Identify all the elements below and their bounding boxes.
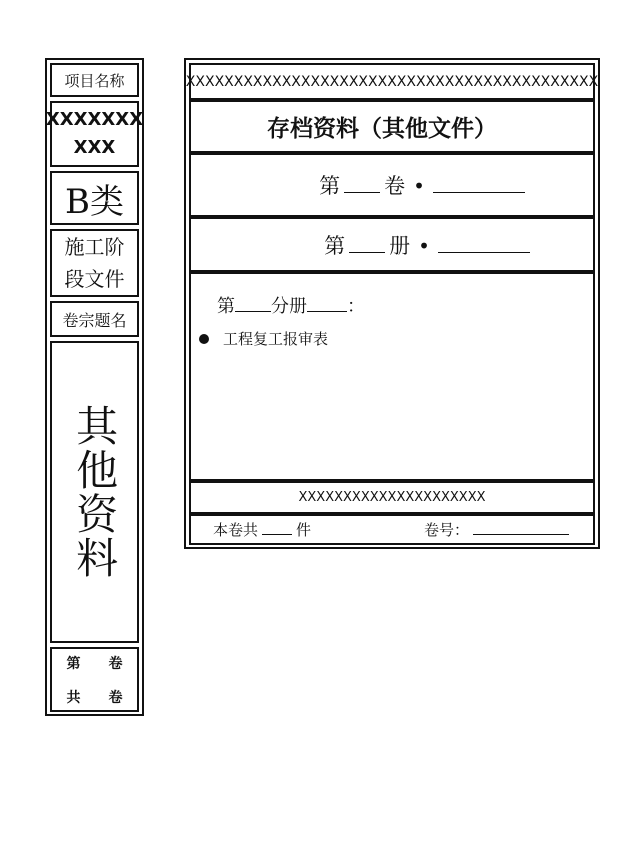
subvolume-line <box>217 292 365 318</box>
subvolume-label: 分册 <box>271 296 307 317</box>
volume-total-right: 卷 <box>108 689 123 706</box>
volume-dot: • <box>413 174 425 198</box>
volume-number-right: 卷 <box>108 655 123 672</box>
item-count-prefix: 本卷共 <box>213 521 259 539</box>
volume-suffix: 卷 <box>384 174 406 198</box>
cover-footer-code-text: XXXXXXXXXXXXXXXXXXXXX <box>298 490 486 505</box>
archive-cover <box>184 58 600 549</box>
category-text: B类 <box>65 181 124 222</box>
volume-number-blank <box>344 171 380 193</box>
volume-name-blank <box>433 171 525 193</box>
project-name-label <box>50 63 139 97</box>
volume-number-field <box>424 519 569 540</box>
volume-number-left: 第 <box>66 655 81 672</box>
volume-number-row <box>67 653 123 673</box>
cover-contents <box>189 272 595 481</box>
subvolume-prefix: 第 <box>217 296 235 317</box>
category-cell <box>50 171 139 225</box>
volume-title-cell <box>50 341 139 643</box>
project-code-line1: XXXXXXX <box>45 109 144 131</box>
project-code-cell <box>45 101 144 167</box>
volume-total-left: 共 <box>66 689 81 706</box>
volume-total-row <box>67 687 123 707</box>
subvolume-number-blank <box>235 293 271 312</box>
subvolume-colon: ： <box>347 296 365 317</box>
list-item <box>199 328 328 349</box>
volume-title-label-text: 卷宗题名 <box>62 310 127 330</box>
subvolume-name-blank <box>307 293 347 312</box>
bullet-icon <box>199 334 209 344</box>
volume-count-cell <box>50 647 139 712</box>
item-count-blank <box>262 519 292 535</box>
cover-volume-row <box>189 153 595 217</box>
cover-footer-code <box>189 481 595 514</box>
volume-number-label: 卷号： <box>423 521 469 539</box>
stage-line2: 段文件 <box>64 267 125 291</box>
stage-line1: 施工阶 <box>64 235 125 259</box>
project-code-line2: XXX <box>73 137 116 158</box>
item-count <box>213 519 311 540</box>
cover-title-text: 存档资料（其他文件） <box>267 116 497 142</box>
list-item-text: 工程复工报审表 <box>223 330 329 348</box>
book-prefix: 第 <box>324 233 346 258</box>
book-suffix: 册 <box>389 233 411 258</box>
archive-spine <box>45 58 144 716</box>
volume-title-label <box>50 301 139 337</box>
cover-book-row <box>189 217 595 272</box>
project-name-label-text: 项目名称 <box>64 71 125 90</box>
volume-title-text: 其他资料 <box>70 404 120 580</box>
cover-header-code <box>185 63 599 100</box>
cover-header-code-text: XXXXXXXXXXXXXXXXXXXXXXXXXXXXXXXXXXXXXXXXXXX <box>185 73 599 90</box>
stage-cell <box>50 229 139 297</box>
cover-footer <box>189 514 595 545</box>
book-dot: • <box>418 233 430 258</box>
volume-number-value-blank <box>473 519 569 535</box>
book-number-blank <box>349 231 385 253</box>
item-count-suffix: 件 <box>296 521 312 539</box>
book-name-blank <box>438 231 530 253</box>
volume-prefix: 第 <box>319 174 341 198</box>
cover-title <box>189 100 595 153</box>
